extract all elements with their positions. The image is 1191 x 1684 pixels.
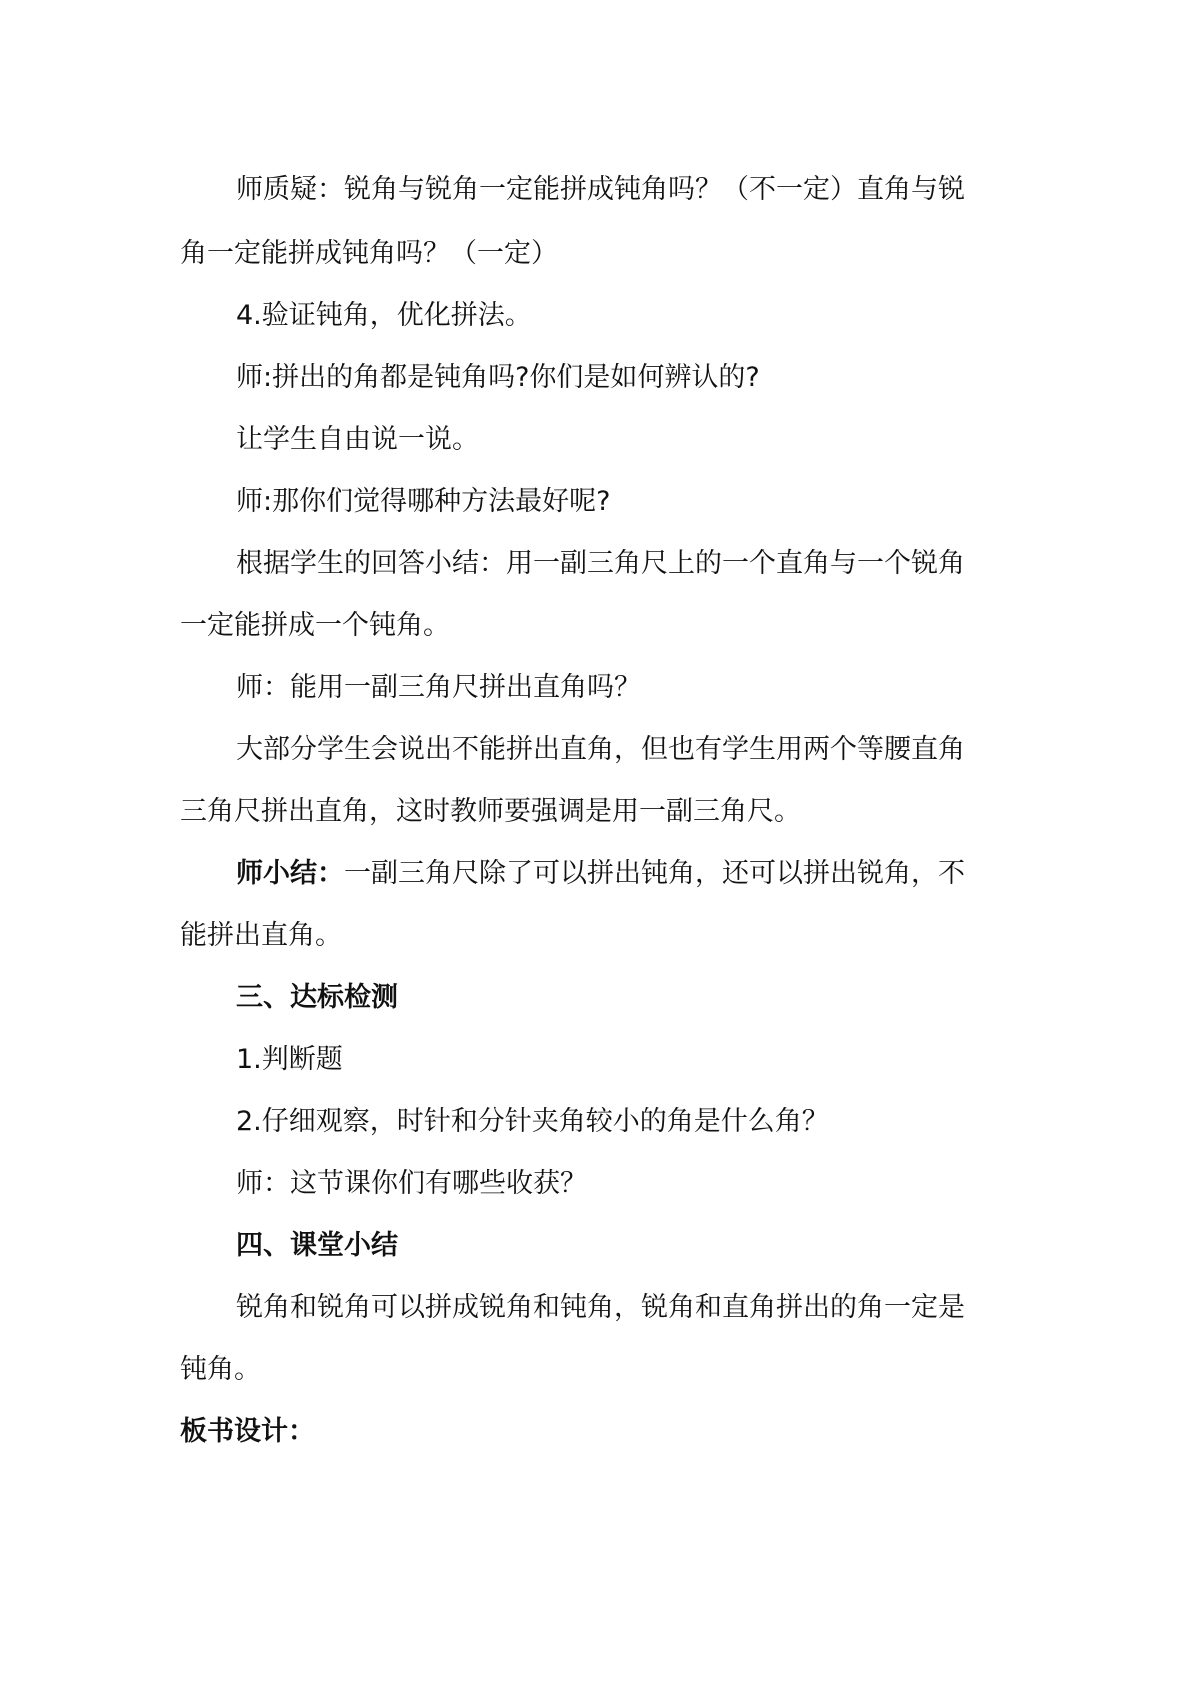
paragraph-class-summary-line2: 钝角。 (180, 1354, 261, 1385)
paragraph-teacher-summary-line2: 能拼出直角。 (180, 920, 342, 951)
section-heading-class-summary: 四、课堂小结 (236, 1230, 398, 1261)
paragraph-teacher-summary-line1 (236, 856, 1020, 892)
paragraph-teacher-question-line1: 师质疑：锐角与锐角一定能拼成钝角吗？（不一定）直角与锐 (236, 174, 965, 205)
teacher-summary-label: 师小结： (236, 858, 344, 889)
step-verify-obtuse: 4.验证钝角，优化拼法。 (236, 300, 532, 331)
paragraph-teacher-question-line2: 角一定能拼成钝角吗？（一定） (180, 238, 558, 269)
board-design-heading: 板书设计： (180, 1416, 315, 1447)
paragraph-students-answer-line1: 大部分学生会说出不能拼出直角，但也有学生用两个等腰直角 (236, 734, 965, 765)
paragraph-teacher-best-method: 师:那你们觉得哪种方法最好呢? (236, 486, 611, 517)
paragraph-students-speak: 让学生自由说一说。 (236, 424, 479, 455)
paragraph-class-summary-line1: 锐角和锐角可以拼成锐角和钝角，锐角和直角拼出的角一定是 (236, 1292, 965, 1323)
teacher-summary-text: 一副三角尺除了可以拼出钝角，还可以拼出锐角，不 (344, 858, 965, 889)
paragraph-summary-line2: 一定能拼成一个钝角。 (180, 610, 450, 641)
paragraph-summary-line1: 根据学生的回答小结：用一副三角尺上的一个直角与一个锐角 (236, 548, 965, 579)
paragraph-teacher-ask-recognize: 师:拼出的角都是钝角吗?你们是如何辨认的? (236, 362, 760, 393)
paragraph-teacher-right-angle-question: 师：能用一副三角尺拼出直角吗？ (236, 672, 641, 703)
paragraph-teacher-gains: 师：这节课你们有哪些收获？ (236, 1168, 587, 1199)
paragraph-students-answer-line2: 三角尺拼出直角，这时教师要强调是用一副三角尺。 (180, 796, 801, 827)
section-heading-assessment: 三、达标检测 (236, 982, 398, 1013)
question-2: 2.仔细观察，时针和分针夹角较小的角是什么角？ (236, 1106, 829, 1137)
question-1: 1.判断题 (236, 1044, 343, 1075)
